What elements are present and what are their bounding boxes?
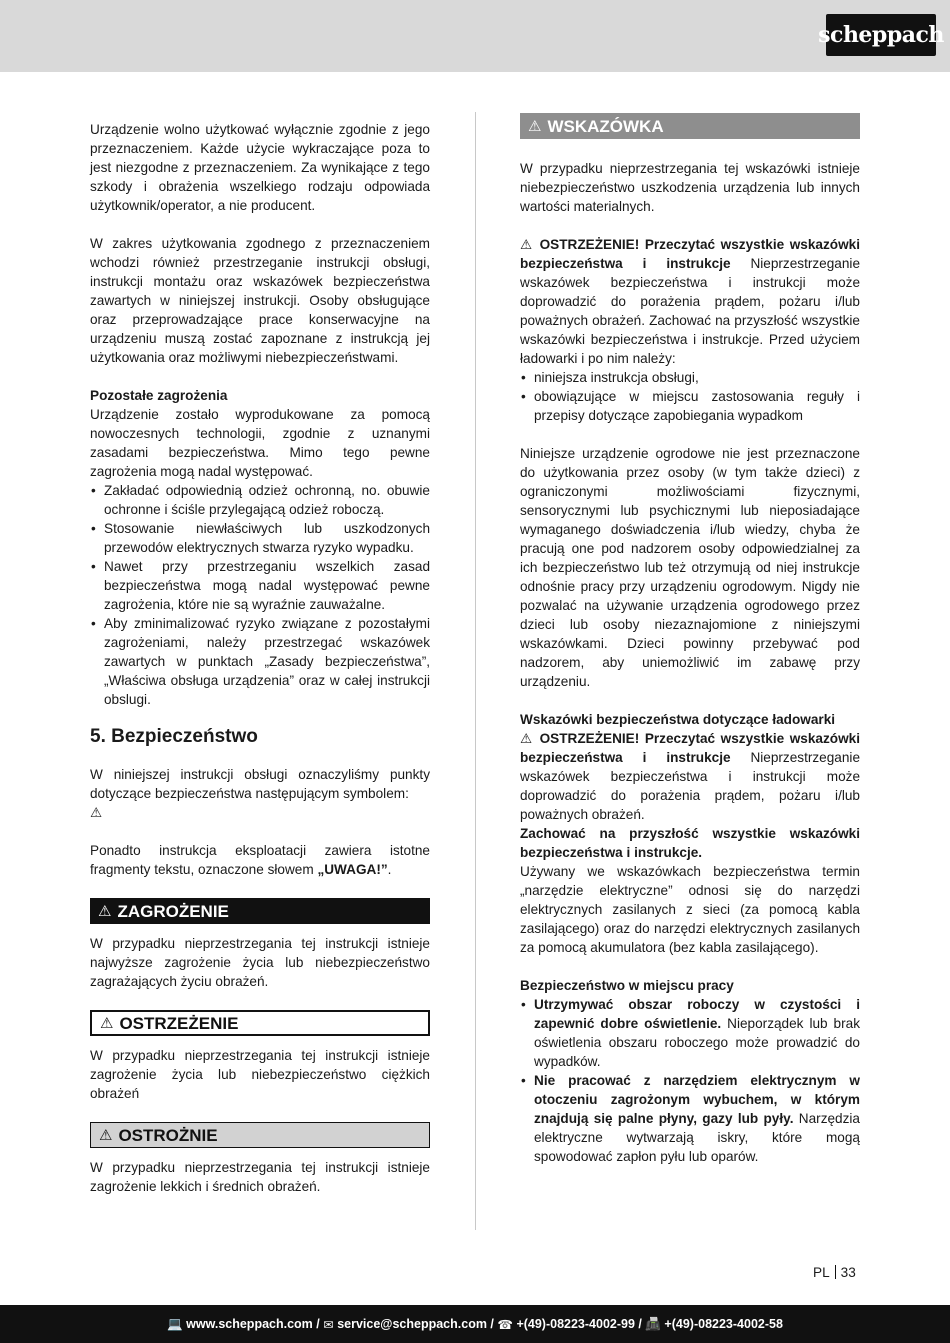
warning-label: OSTRZEŻENIE	[119, 1013, 239, 1033]
hint-label: WSKAZÓWKA	[547, 116, 664, 136]
warning-icon: ⚠	[99, 1126, 113, 1144]
caution-text: W przypadku nieprzestrzegania tej instrukcji istnieje zagrożenie lekkich i średnich obrażeń.	[90, 1160, 430, 1194]
hint-text: W przypadku nieprzestrzegania tej wskazówki istnieje niebezpieczeństwo uszkodzenia urządzenia lub innych wartości materialnych.	[520, 161, 860, 214]
list-item: • Nie pracować z narzędziem elektrycznym w otoczeniu zagrożonym wybuchem, w którym znajdują się palne płyny, gazy lub pyły. Narzędzia elektryczne wytwarzają iskry, które mogą spowodować zapłon pyłu lub oparów.	[520, 1071, 860, 1166]
caution-label: OSTROŻNIE	[118, 1125, 218, 1145]
fax-icon: 📠	[645, 1316, 661, 1331]
important-word: „UWAGA!”	[317, 862, 388, 877]
warning-icon: ⚠	[98, 902, 112, 920]
right-column	[520, 113, 860, 1166]
header-band	[0, 0, 950, 72]
phone-icon: ☎	[497, 1317, 513, 1332]
left-column	[90, 120, 430, 1196]
list-item: • niniejsza instrukcja obsługi,	[520, 368, 860, 387]
hint-label-box	[520, 113, 860, 139]
brand-logo[interactable]: scheppach	[826, 14, 936, 56]
keep-instructions-text: Zachować na przyszłość wszystkie wskazówki bezpieczeństwa i instrukcje.	[520, 826, 860, 860]
section-heading-safety: 5. Bezpieczeństwo	[90, 726, 258, 747]
workplace-safety-heading: Bezpieczeństwo w miejscu pracy	[520, 978, 734, 993]
intended-use-paragraph: Urządzenie wolno użytkować wyłącznie zgodnie z jego przeznaczeniem. Każde użycie wykraczające poza to jest niezgodne z przeznaczeniem. Za wynikające z tego szkody i obrażenia wszelkiego rodzaju odpowiada użytkownik/operator, a nie producent.	[90, 122, 430, 213]
phone-number[interactable]: +(49)-08223-4002-99	[516, 1317, 635, 1331]
column-divider	[475, 112, 476, 1230]
residual-risks-text: Urządzenie zostało wyprodukowane za pomocą nowoczesnych technologii, zgodnie z uznanymi zasadami bezpieczeństwa. Mimo tego pewne zagrożenia mogą nadal występować.	[90, 407, 430, 479]
danger-label: ZAGROŻENIE	[117, 901, 229, 921]
danger-text: W przypadku nieprzestrzegania tej instrukcji istnieje najwyższe zagrożenie życia lub niebezpieczeństwo zagrażających życiu obrażeń.	[90, 936, 430, 989]
list-item: • Stosowanie niewłaściwych lub uszkodzonych przewodów elektrycznych stwarza ryzyko wypadku.	[90, 519, 430, 557]
caution-label-box	[90, 1122, 430, 1148]
warning-symbol-icon: ⚠	[90, 805, 103, 820]
warning-text: W przypadku nieprzestrzegania tej instrukcji istnieje zagrożenie życia lub niebezpieczeństwo ciężkich obrażeń	[90, 1048, 430, 1101]
language-code: PL	[813, 1265, 830, 1280]
workplace-safety-list	[520, 995, 860, 1166]
list-item: • Aby zminimalizować ryzyko związane z pozostałymi zagrożeniami, należy przestrzegać wskazówek zawartych w punktach „Zasady bezpieczeństwa”, „Właściwa obsługa urządzenia” oraz w całej instrukcji obslugi.	[90, 614, 430, 709]
warning-label-box	[90, 1010, 430, 1036]
warning-icon: ⚠	[528, 117, 542, 135]
list-item: • Nawet przy przestrzeganiu wszelkich zasad bezpieczeństwa mogą nadal występować pewne zagrożenia, które nie są wyraźnie zauważalne.	[90, 557, 430, 614]
symbol-explanation: W niniejszej instrukcji obsługi oznaczyliśmy punkty dotyczące bezpieczeństwa następującym symbolem:	[90, 767, 430, 801]
fax-number: +(49)-08223-4002-58	[664, 1317, 783, 1331]
list-item: • obowiązujące w miejscu zastosowania reguły i przepisy dotyczące zapobiegania wypadkom	[520, 387, 860, 425]
list-item: • Utrzymywać obszar roboczy w czystości i zapewnić dobre oświetlenie. Nieporządek lub brak oświetlenia obszaru roboczego może prowadzić do wypadków.	[520, 995, 860, 1071]
page-number	[813, 1265, 856, 1280]
danger-label-box	[90, 898, 430, 924]
mail-icon: ✉	[323, 1317, 334, 1332]
email-link[interactable]: service@scheppach.com	[337, 1317, 487, 1331]
website-link[interactable]: www.scheppach.com	[186, 1317, 313, 1331]
list-item: • Zakładać odpowiednią odzież ochronną, no. obuwie ochronne i ściśle przylegającą odzież roboczą.	[90, 481, 430, 519]
important-note-paragraph: Ponadto instrukcja eksploatacji zawiera istotne fragmenty tekstu, oznaczone słowem „UWAGA!”.	[90, 843, 430, 877]
page-number-value: 33	[840, 1265, 856, 1280]
garden-device-paragraph: Niniejsze urządzenie ogrodowe nie jest przeznaczone do użytkowania przez osoby (w tym także dzieci) z ograniczonymi możliwościami fizycznymi, sensorycznymi lub psychicznymi lub nieposiadające wymaganego doświadczenia i/lub wiedzy, chyba że pracują one pod nadzorem osoby odpowiedzialnej za ich bezpieczeństwo lub też otrzymują od niej instrukcje odnośnie pracy przy urządzeniu ogrodowym. Nigdy nie pozwalać na używanie urządzenia ogrodowego przez dzieci lub osoby niezaznajomione z niniejszymi wskazówkami. Dzieci powinny przebywać pod nadzorem, aby uniemożliwić im zabawę przy urządzeniu.	[520, 446, 860, 689]
footer-contact-bar: 💻 www.scheppach.com / ✉ service@scheppach.com / ☎ +(49)-08223-4002-99 / 📠 +(49)-08223-4002-58	[0, 1305, 950, 1343]
residual-risks-list	[90, 481, 430, 709]
intended-use-scope-paragraph: W zakres użytkowania zgodnego z przeznaczeniem wchodzi również przestrzeganie instrukcji obsługi, instrukcji montażu oraz wskazówek bezpieczeństwa zawartych w niniejszej instrukcji. Osoby obsługujące oraz przeprowadzające prace konserwacyjne na urządzeniu muszą zostać zapoznane z instrukcją jej użytkowania oraz możliwymi niebezpieczeństwami.	[90, 236, 430, 365]
warning-icon: ⚠	[520, 237, 534, 252]
warning-icon: ⚠	[520, 731, 534, 746]
charger-warning-paragraph-2: ⚠ OSTRZEŻENIE! Przeczytać wszystkie wskazówki bezpieczeństwa i instrukcje Nieprzestrzeganie wskazówek bezpieczeństwa i instrukcji może doprowadzić do porażenia prądem, pożaru i/lub poważnych obrażeń.	[520, 731, 861, 822]
regulations-list	[520, 368, 860, 425]
computer-icon: 💻	[167, 1316, 183, 1331]
charger-warning-paragraph: ⚠ OSTRZEŻENIE! Przeczytać wszystkie wskazówki bezpieczeństwa i instrukcje Nieprzestrzeganie wskazówek bezpieczeństwa i instrukcji może doprowadzić do porażenia prądem, pożaru i/lub poważnych obrażeń. Zachować na przyszłość wszystkie wskazówki bezpieczeństwa i instrukcje. Przed użyciem ładowarki i po nim należy:	[520, 237, 861, 366]
power-tool-term-paragraph: Używany we wskazówkach bezpieczeństwa termin „narzędzie elektryczne” odnosi się do narzędzi elektrycznych zasilanych z sieci (za pomocą kabla zasilającego) oraz do narzędzi elektrycznych zasilanych za pomocą akumulatora (bez kabla zasilającego).	[520, 864, 860, 955]
warning-icon: ⚠	[100, 1014, 114, 1032]
residual-risks-heading: Pozostałe zagrożenia	[90, 388, 228, 403]
charger-safety-heading: Wskazówki bezpieczeństwa dotyczące ładowarki	[520, 712, 836, 727]
